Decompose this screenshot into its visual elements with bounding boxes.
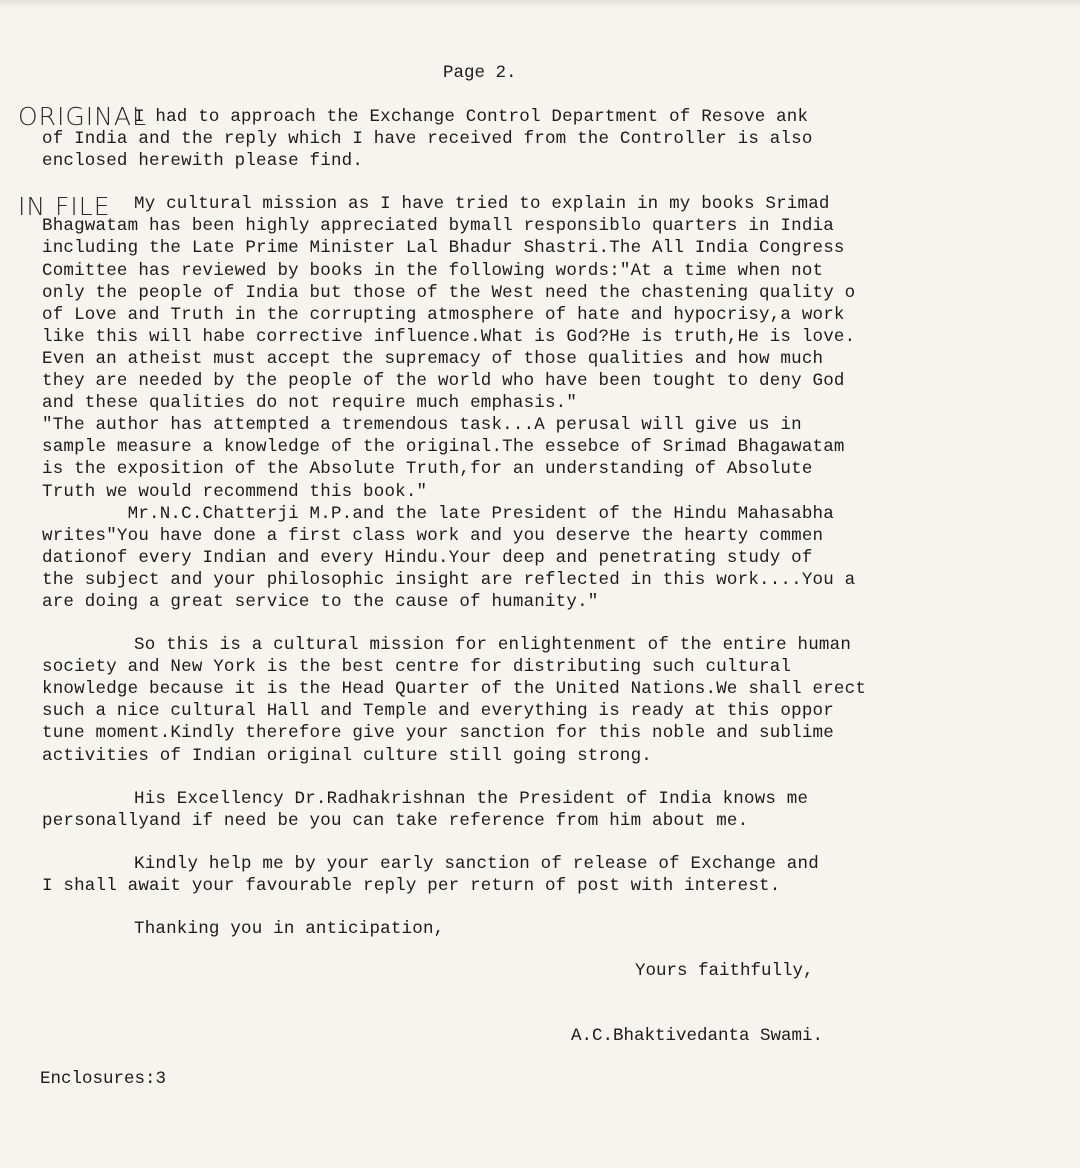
text-line: "The author has attempted a tremendous task...A perusal will give us in xyxy=(42,415,802,436)
text-line: knowledge because it is the Head Quarter of the United Nations.We shall erect xyxy=(42,679,867,700)
text-line: of India and the reply which I have received from the Controller is also xyxy=(42,129,813,150)
text-line: activities of Indian original culture still going strong. xyxy=(42,745,652,766)
text-line: of Love and Truth in the corrupting atmosphere of hate and hypocrisy,a work xyxy=(42,304,845,325)
paragraph-gap xyxy=(42,897,1072,918)
stamp-line-2: IN FILE xyxy=(18,192,111,221)
text-line: Even an atheist must accept the supremacy of those qualities and how much xyxy=(42,348,824,369)
text-line: Kindly help me by your early sanction of release of Exchange and xyxy=(134,853,819,874)
enclosures-note: Enclosures:3 xyxy=(40,1069,167,1089)
paragraph-gap xyxy=(42,832,1072,853)
text-line: tune moment.Kindly therefore give your sanction for this noble and sublime xyxy=(42,723,834,744)
paragraph xyxy=(42,853,1072,897)
text-line: dationof every Indian and every Hindu.Your deep and penetrating study of xyxy=(42,547,813,568)
text-line: including the Late Prime Minister Lal Bhadur Shastri.The All India Congress xyxy=(42,238,845,259)
paragraph-gap xyxy=(42,613,1072,634)
text-line: they are needed by the people of the world who have been tought to deny God xyxy=(42,371,845,392)
text-line: writes"You have done a first class work and you deserve the hearty commen xyxy=(42,525,824,546)
signature-name: A.C.Bhaktivedanta Swami. xyxy=(571,1026,824,1046)
paragraph xyxy=(42,193,1072,613)
paragraph xyxy=(42,106,1072,172)
text-line: So this is a cultural mission for enlightenment of the entire human xyxy=(134,635,852,656)
text-line: are doing a great service to the cause of humanity." xyxy=(42,591,599,612)
page-edge xyxy=(0,0,1080,8)
text-line: sample measure a knowledge of the original.The essebce of Srimad Bhagawatam xyxy=(42,437,845,458)
text-line: Truth we would recommend this book." xyxy=(42,481,428,502)
text-line: Bhagwatam has been highly appreciated bymall responsiblo quarters in India xyxy=(42,216,834,237)
closing-phrase: Yours faithfully, xyxy=(635,961,814,981)
text-line: and these qualities do not require much emphasis." xyxy=(42,393,578,414)
text-line: the subject and your philosophic insight are reflected in this work....You a xyxy=(42,569,856,590)
paragraph xyxy=(42,918,1072,940)
paragraph-gap xyxy=(42,172,1072,193)
text-line: Comittee has reviewed by books in the following words:"At a time when not xyxy=(42,260,824,281)
text-line: enclosed herewith please find. xyxy=(42,151,364,172)
paragraph-gap xyxy=(42,767,1072,788)
page-number-label: Page 2. xyxy=(443,63,517,83)
text-line: Mr.N.C.Chatterji M.P.and the late President of the Hindu Mahasabha xyxy=(42,503,834,524)
stamp-line-1: ORIGINAL xyxy=(18,102,147,131)
paragraph xyxy=(42,788,1072,832)
text-line: only the people of India but those of the West need the chastening quality o xyxy=(42,282,856,303)
text-line: My cultural mission as I have tried to explain in my books Srimad xyxy=(134,194,830,215)
text-line: I shall await your favourable reply per return of post with interest. xyxy=(42,875,781,896)
text-line: Thanking you in anticipation, xyxy=(134,919,445,939)
text-line: like this will habe corrective influence.What is God?He is truth,He is love. xyxy=(42,326,856,347)
text-line: society and New York is the best centre for distributing such cultural xyxy=(42,657,792,678)
text-line: I had to approach the Exchange Control Department of Resove ank xyxy=(134,107,809,127)
text-line: is the exposition of the Absolute Truth,for an understanding of Absolute xyxy=(42,459,813,480)
text-line: personallyand if need be you can take reference from him about me. xyxy=(42,810,749,831)
text-line: such a nice cultural Hall and Temple and everything is ready at this oppor xyxy=(42,701,834,722)
text-line: His Excellency Dr.Radhakrishnan the President of India knows me xyxy=(134,788,809,809)
letter-body xyxy=(42,106,1072,940)
paragraph xyxy=(42,634,1072,767)
